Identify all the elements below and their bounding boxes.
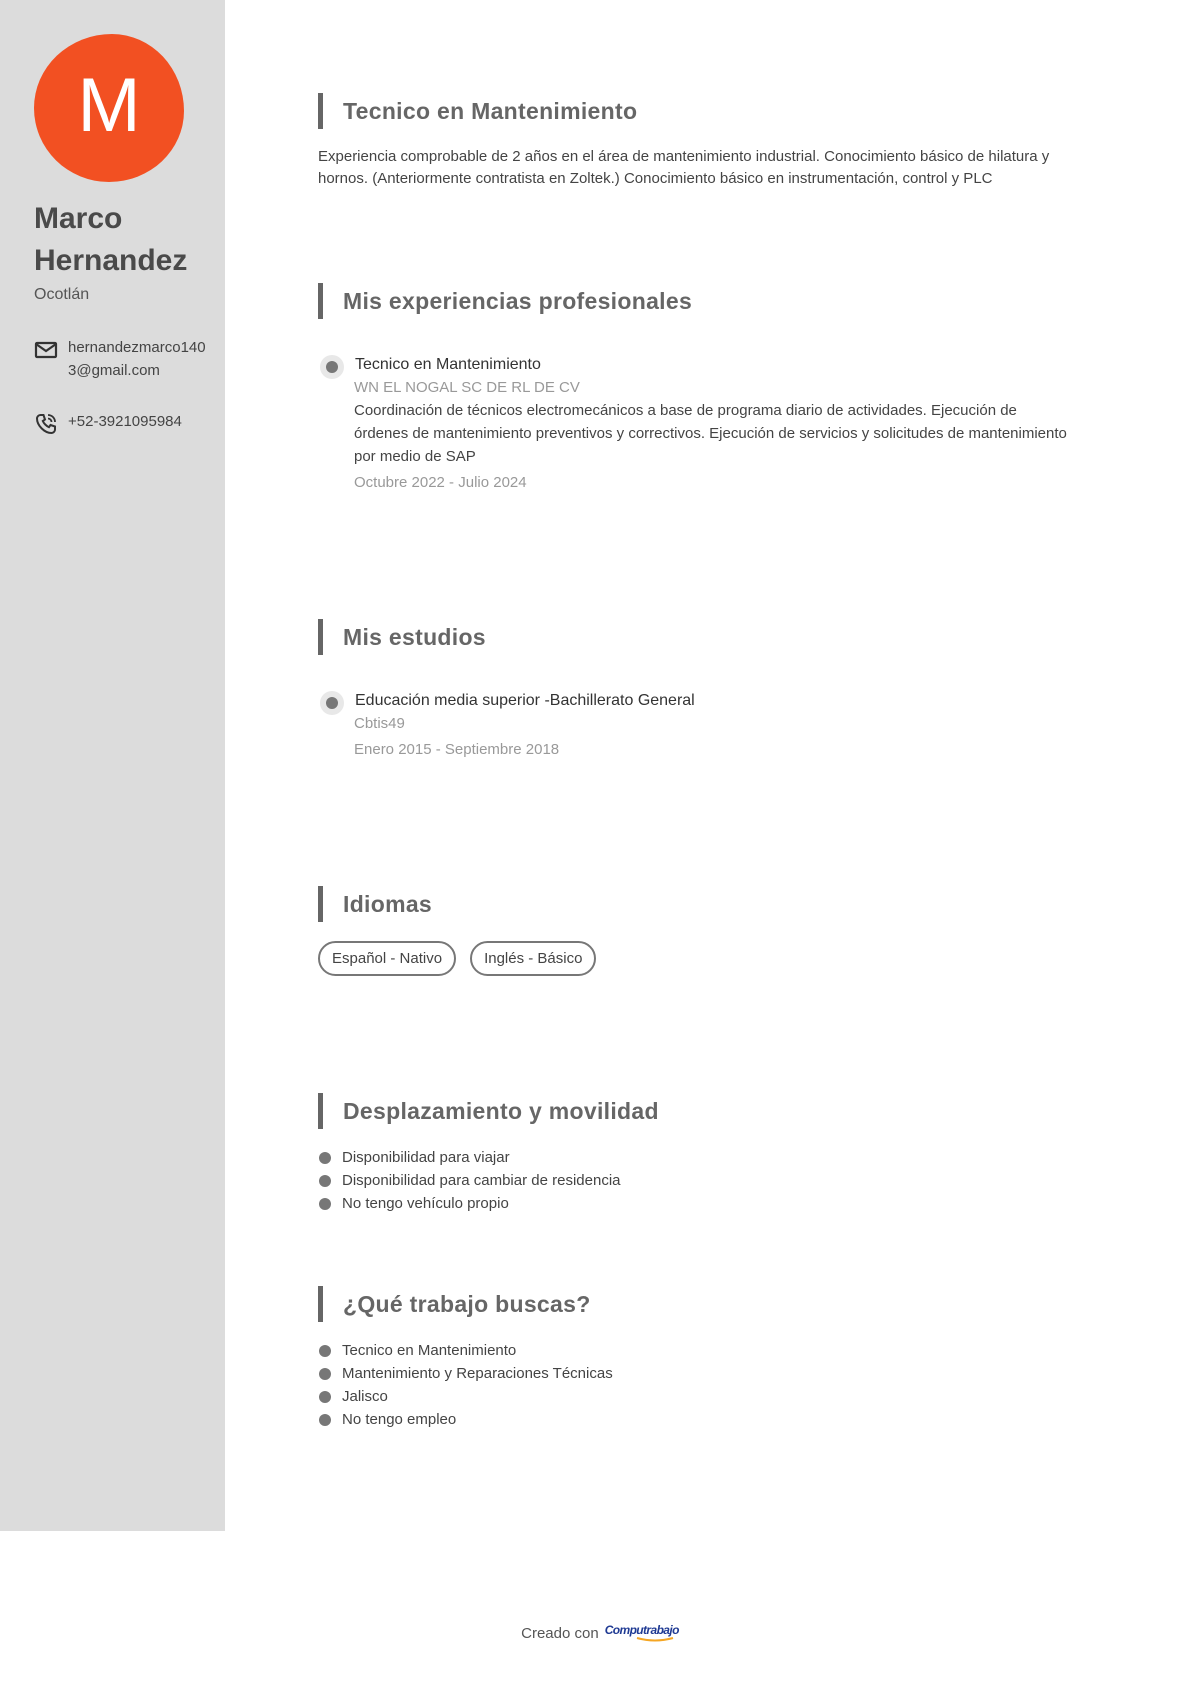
- sidebar: [0, 0, 225, 1531]
- section-bar: [318, 93, 323, 129]
- summary-text: Experiencia comprobable de 2 años en el área de mantenimiento industrial. Conocimiento básico de hilatura y hornos. (Anteriormente contratista en Zoltek.) Conocimiento básico en instrumentación, control y PLC: [318, 148, 1050, 187]
- languages-section-title: [318, 886, 432, 922]
- language-tags: [318, 941, 596, 976]
- list-item: Disponibilidad para cambiar de residencia: [318, 1169, 621, 1192]
- timeline-dot-icon: [320, 355, 344, 379]
- list-item: No tengo vehículo propio: [318, 1192, 621, 1215]
- summary-heading: Tecnico en Mantenimiento: [343, 97, 638, 124]
- section-bar: [318, 283, 323, 319]
- candidate-city: Ocotlán: [34, 286, 90, 303]
- job-search-list: [318, 1339, 613, 1431]
- languages-heading: Idiomas: [343, 890, 433, 917]
- phone-icon: [34, 412, 58, 436]
- phone-text[interactable]: +52-3921095984: [68, 413, 182, 430]
- education-school: Cbtis49: [354, 715, 405, 732]
- mobility-section-title: [318, 1093, 659, 1129]
- experience-company: WN EL NOGAL SC DE RL DE CV: [354, 379, 580, 396]
- experience-heading: Mis experiencias profesionales: [343, 287, 693, 314]
- education-section-title: [318, 619, 486, 655]
- summary-section-title: [318, 93, 637, 129]
- section-bar: [318, 619, 323, 655]
- email-text[interactable]: hernandezmarco1403@gmail.com: [68, 339, 206, 379]
- computrabajo-logo[interactable]: [605, 1623, 679, 1643]
- section-bar: [318, 1286, 323, 1322]
- mobility-list: [318, 1146, 621, 1215]
- language-tag: Inglés - Básico: [470, 941, 596, 976]
- footer: [0, 1623, 1200, 1643]
- list-item: Mantenimiento y Reparaciones Técnicas: [318, 1362, 613, 1385]
- education-entry: [318, 689, 1078, 761]
- section-bar: [318, 1093, 323, 1129]
- list-item: Jalisco: [318, 1385, 613, 1408]
- mail-icon: [34, 338, 58, 362]
- timeline-dot-icon: [320, 691, 344, 715]
- mobility-heading: Desplazamiento y movilidad: [343, 1097, 659, 1124]
- experience-role: Tecnico en Mantenimiento: [355, 356, 541, 373]
- list-item: No tengo empleo: [318, 1408, 613, 1431]
- avatar: [34, 34, 184, 182]
- experience-dates: Octubre 2022 - Julio 2024: [354, 474, 527, 491]
- education-heading: Mis estudios: [343, 623, 486, 650]
- footer-text: Creado con: [521, 1624, 599, 1642]
- experience-section-title: [318, 283, 692, 319]
- candidate-name: Marco Hernandez: [34, 202, 188, 277]
- experience-description: Coordinación de técnicos electromecánicos a base de programa diario de actividades. Ejecución de órdenes de mantenimiento preventivos y correctivos. Ejecución de servicios y solicitudes de mantenimiento por medio de SAP: [354, 402, 1067, 465]
- job-search-section-title: [318, 1286, 591, 1322]
- education-dates: Enero 2015 - Septiembre 2018: [354, 741, 560, 758]
- job-search-heading: ¿Qué trabajo buscas?: [343, 1290, 591, 1317]
- list-item: Disponibilidad para viajar: [318, 1146, 621, 1169]
- logo-wordmark: Computrabajo: [604, 1623, 679, 1637]
- section-bar: [318, 886, 323, 922]
- experience-entry: [318, 353, 1078, 494]
- language-tag: Español - Nativo: [318, 941, 456, 976]
- phone-contact[interactable]: [34, 410, 208, 436]
- list-item: Tecnico en Mantenimiento: [318, 1339, 613, 1362]
- avatar-initial: M: [77, 63, 141, 148]
- email-contact[interactable]: [34, 336, 208, 382]
- logo-swoosh-icon: [607, 1637, 677, 1643]
- education-degree: Educación media superior -Bachillerato General: [355, 692, 695, 709]
